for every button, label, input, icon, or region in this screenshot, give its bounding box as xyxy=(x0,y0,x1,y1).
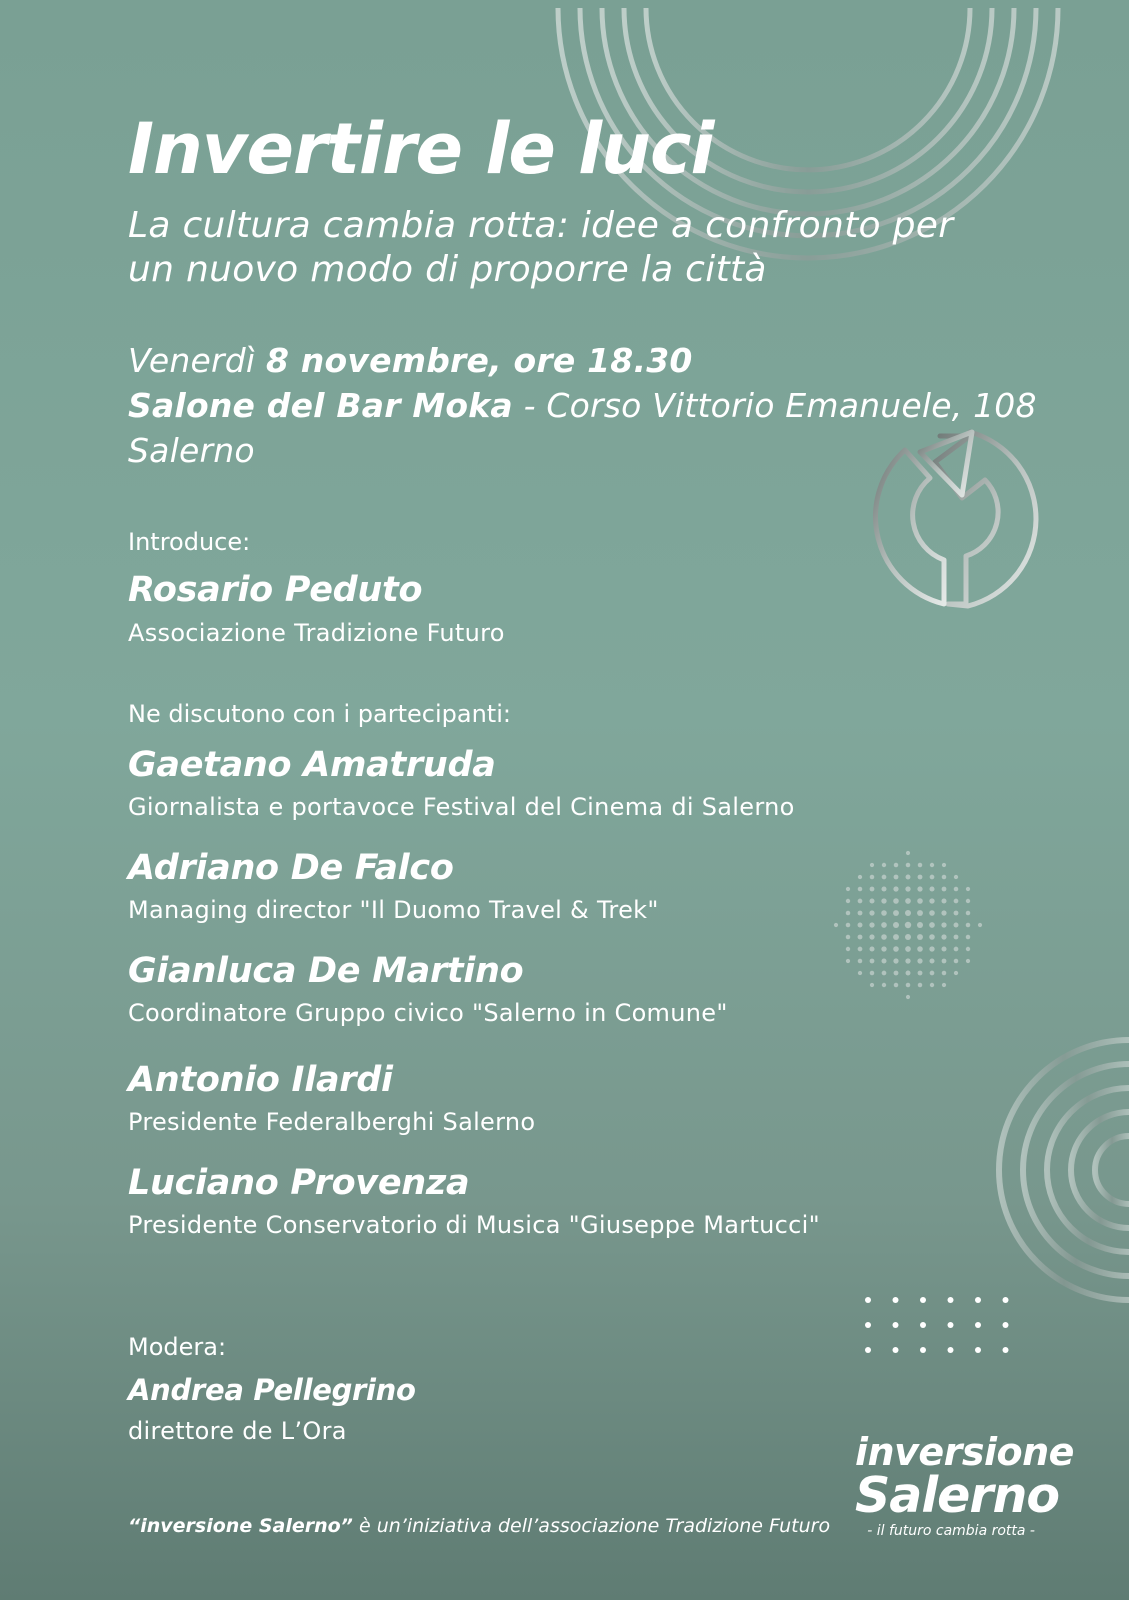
speaker-role: Coordinatore Gruppo civico "Salerno in Comune" xyxy=(128,999,728,1027)
moderator-label: Modera: xyxy=(128,1333,227,1361)
intro-label: Introduce: xyxy=(128,528,251,556)
footer-brand: “inversione Salerno” xyxy=(128,1515,353,1537)
page-title: Invertire le luci xyxy=(128,108,714,190)
speaker-role: Presidente Conservatorio di Musica "Giuseppe Martucci" xyxy=(128,1211,820,1239)
event-venue-line xyxy=(128,383,1037,428)
footer-note xyxy=(128,1515,830,1537)
speaker-name: Gianluca De Martino xyxy=(128,951,524,991)
brand-logo xyxy=(855,1430,1074,1540)
discussants-label: Ne discutono con i partecipanti: xyxy=(128,700,511,728)
event-date-line xyxy=(128,338,1037,383)
speaker-role: Giornalista e portavoce Festival del Cinema di Salerno xyxy=(128,793,795,821)
logo-tagline: - il futuro cambia rotta - xyxy=(867,1523,1035,1539)
speaker-name: Gaetano Amatruda xyxy=(128,745,496,785)
moderator-role: direttore de L’Ora xyxy=(128,1417,347,1445)
concentric-arcs-icon xyxy=(999,1040,1129,1300)
dot-grid-icon xyxy=(865,1297,1009,1353)
dot-sphere-icon xyxy=(834,851,982,999)
intro-role: Associazione Tradizione Futuro xyxy=(128,619,505,647)
subtitle-line: La cultura cambia rotta: idee a confronto per xyxy=(128,205,954,246)
speaker-name: Antonio Ilardi xyxy=(128,1060,393,1100)
event-venue-name: Salone del Bar Moka xyxy=(128,386,513,425)
speaker-role: Presidente Federalberghi Salerno xyxy=(128,1108,536,1136)
event-details xyxy=(128,338,1037,473)
subtitle xyxy=(128,204,953,292)
intro-name: Rosario Peduto xyxy=(128,570,423,610)
speaker-name: Adriano De Falco xyxy=(128,848,454,888)
subtitle-line: un nuovo modo di proporre la città xyxy=(128,249,767,290)
logo-line-2: Salerno xyxy=(855,1467,1060,1524)
event-venue-address: - Corso Vittorio Emanuele, 108 xyxy=(512,386,1037,425)
speaker-role: Managing director "Il Duomo Travel & Trek" xyxy=(128,896,659,924)
event-day: Venerdì xyxy=(128,341,266,380)
event-date-time: 8 novembre, ore 18.30 xyxy=(265,341,693,380)
event-city: Salerno xyxy=(128,431,255,470)
footer-text: è un’iniziativa dell’associazione Tradizione Futuro xyxy=(352,1515,831,1537)
speaker-name: Luciano Provenza xyxy=(128,1163,470,1203)
moderator-name: Andrea Pellegrino xyxy=(128,1373,416,1407)
logo-line-1: inversione xyxy=(855,1430,1074,1474)
